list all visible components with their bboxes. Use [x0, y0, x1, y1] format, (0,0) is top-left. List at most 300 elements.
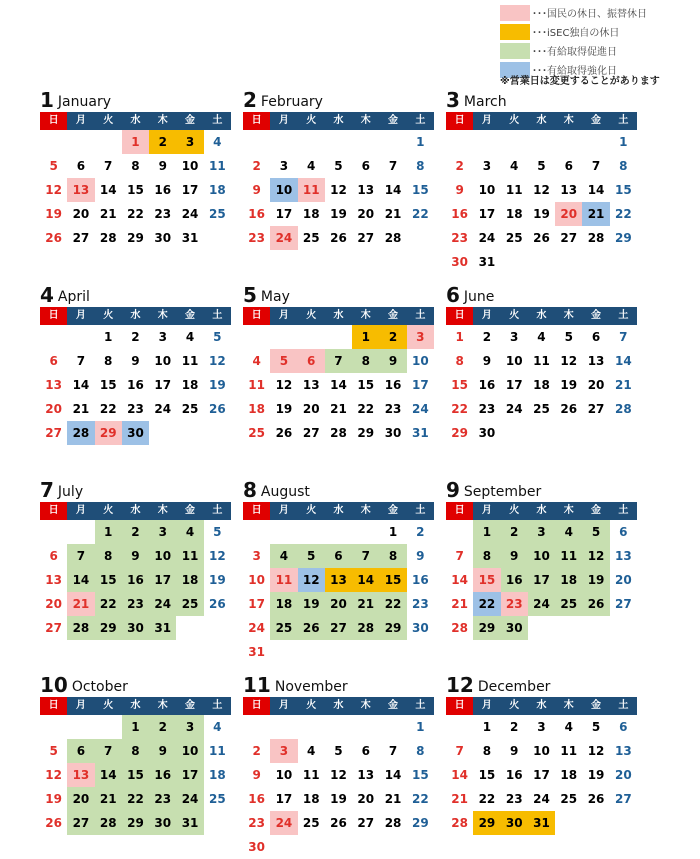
weekday-header: [446, 112, 637, 130]
day-cell: 9: [252, 768, 261, 782]
day-cell: 17: [505, 378, 523, 392]
month-title: [243, 283, 434, 305]
month-name: October: [71, 679, 128, 695]
month-november: [243, 673, 434, 859]
day-cell: 8: [122, 739, 149, 763]
day-cell: 6: [325, 544, 352, 568]
day-cell: 26: [45, 816, 62, 830]
day-cell: 7: [455, 744, 464, 758]
day-cell: 15: [473, 568, 500, 592]
day-cell: 29: [95, 421, 122, 445]
week-row: [446, 763, 637, 787]
weekday-label: 火: [509, 505, 520, 516]
day-cell: 10: [176, 739, 203, 763]
weekday-label: 月: [75, 115, 86, 126]
day-cell: 28: [67, 616, 94, 640]
weekday-label: 火: [103, 310, 114, 321]
day-cell: 3: [510, 330, 519, 344]
day-cell: 9: [131, 354, 140, 368]
week-row: [243, 373, 434, 397]
day-cell: 9: [501, 544, 528, 568]
day-cell: 27: [302, 426, 320, 440]
empty-cell: [528, 250, 555, 274]
day-cell: 19: [587, 768, 605, 782]
week-row: [40, 787, 231, 811]
weekday-label: 月: [278, 115, 289, 126]
legend-label: ･･･有給取得強化日: [532, 66, 617, 77]
day-cell: 13: [67, 178, 94, 202]
day-cell: 26: [330, 231, 347, 245]
empty-cell: [298, 715, 325, 739]
week-row: [40, 739, 231, 763]
week-row: [243, 544, 434, 568]
day-cell: 15: [95, 568, 122, 592]
day-cell: 8: [416, 159, 425, 173]
week-row: [243, 397, 434, 421]
day-cell: 13: [45, 573, 62, 587]
day-cell: 1: [455, 330, 464, 344]
day-cell: 4: [307, 744, 316, 758]
day-cell: 1: [482, 720, 492, 734]
empty-cell: [582, 250, 609, 274]
day-cell: 20: [45, 402, 62, 416]
weekday-label: 月: [278, 505, 289, 516]
day-cell: 6: [591, 330, 601, 344]
day-cell: 12: [45, 183, 62, 197]
empty-cell: [379, 640, 406, 664]
empty-cell: [528, 616, 555, 640]
day-cell: 4: [510, 159, 519, 173]
day-cell: 8: [104, 354, 113, 368]
day-cell: 3: [252, 549, 261, 563]
day-cell: 14: [352, 568, 379, 592]
weekday-label: 木: [360, 505, 371, 516]
weekday-label: 日: [40, 307, 67, 325]
day-cell: 26: [330, 816, 347, 830]
month-title: [243, 88, 434, 110]
empty-cell: [610, 811, 637, 835]
day-cell: 19: [208, 573, 226, 587]
day-cell: 25: [560, 792, 578, 806]
month-name: March: [463, 94, 507, 110]
day-cell: 27: [560, 231, 578, 245]
empty-cell: [582, 616, 609, 640]
day-cell: 5: [564, 330, 573, 344]
day-cell: 8: [455, 354, 464, 368]
day-cell: 20: [614, 573, 632, 587]
empty-cell: [473, 130, 500, 154]
day-cell: 1: [473, 520, 500, 544]
weekday-label: 木: [157, 505, 168, 516]
day-cell: 24: [533, 792, 550, 806]
day-cell: 3: [176, 715, 203, 739]
day-cell: 31: [181, 231, 199, 245]
day-cell: 19: [582, 568, 609, 592]
empty-cell: [204, 226, 231, 250]
day-cell: 4: [252, 354, 261, 368]
month-number: 2: [243, 88, 257, 112]
empty-cell: [528, 130, 555, 154]
day-cell: 3: [149, 520, 176, 544]
day-cell: 26: [587, 792, 605, 806]
day-cell: 16: [478, 378, 496, 392]
day-cell: 1: [122, 715, 149, 739]
day-cell: 4: [537, 330, 546, 344]
day-cell: 5: [49, 159, 58, 173]
empty-cell: [298, 325, 325, 349]
day-cell: 31: [176, 811, 203, 835]
day-cell: 18: [248, 402, 265, 416]
month-name: September: [463, 484, 542, 500]
empty-cell: [67, 325, 94, 349]
day-cell: 20: [45, 597, 62, 611]
month-name: April: [57, 289, 90, 305]
day-cell: 28: [614, 402, 632, 416]
day-cell: 21: [384, 207, 402, 221]
day-cell: 10: [181, 159, 199, 173]
day-cell: 30: [122, 421, 149, 445]
day-cell: 10: [533, 744, 550, 758]
day-cell: 18: [176, 568, 203, 592]
day-cell: 23: [122, 592, 149, 616]
weekday-label: 日: [446, 502, 473, 520]
month-number: 6: [446, 283, 460, 307]
legend-item-holiday: [500, 4, 696, 21]
day-cell: 7: [95, 739, 122, 763]
day-cell: 6: [619, 525, 628, 539]
empty-cell: [379, 130, 406, 154]
weekday-header: [243, 112, 434, 130]
day-cell: 20: [555, 202, 582, 226]
weekday-label: 月: [481, 115, 492, 126]
day-cell: 28: [451, 816, 468, 830]
day-cell: 25: [208, 792, 226, 806]
week-row: [446, 349, 637, 373]
day-cell: 8: [473, 544, 500, 568]
month-name: July: [57, 484, 84, 500]
day-cell: 30: [122, 616, 149, 640]
day-cell: 16: [127, 378, 144, 392]
day-cell: 22: [451, 402, 468, 416]
weekday-label: 火: [306, 700, 317, 711]
month-july: [40, 478, 231, 640]
day-cell: 2: [455, 159, 464, 173]
day-cell: 25: [248, 426, 265, 440]
week-row: [243, 202, 434, 226]
day-cell: 15: [411, 183, 429, 197]
weekday-label: 火: [306, 115, 317, 126]
day-cell: 5: [270, 349, 297, 373]
day-cell: 11: [533, 354, 550, 368]
weekday-label: 火: [306, 310, 317, 321]
week-row: [446, 520, 637, 544]
week-row: [446, 178, 637, 202]
weekday-label: 金: [388, 700, 399, 711]
weekday-label: 土: [212, 115, 223, 126]
empty-cell: [446, 715, 473, 739]
day-cell: 26: [275, 426, 293, 440]
month-title: [446, 283, 637, 305]
day-cell: 28: [95, 811, 122, 835]
day-cell: 2: [131, 330, 140, 344]
day-cell: 25: [505, 231, 523, 245]
week-row: [40, 226, 231, 250]
empty-cell: [325, 835, 352, 859]
weekday-label: 水: [536, 700, 547, 711]
day-cell: 3: [270, 739, 297, 763]
weekday-label: 日: [243, 697, 270, 715]
month-january: [40, 88, 231, 250]
empty-cell: [325, 325, 352, 349]
weekday-label: 日: [40, 502, 67, 520]
day-cell: 24: [181, 207, 199, 221]
weekday-label: 土: [415, 505, 426, 516]
weekday-header: [40, 697, 231, 715]
day-cell: 8: [352, 349, 379, 373]
week-row: [446, 397, 637, 421]
day-cell: 22: [99, 402, 117, 416]
empty-cell: [149, 421, 176, 445]
day-cell: 24: [528, 592, 555, 616]
week-row: [243, 520, 434, 544]
week-row: [40, 373, 231, 397]
day-cell: 1: [416, 135, 425, 149]
day-cell: 30: [248, 840, 265, 854]
week-row: [446, 544, 637, 568]
day-cell: 20: [302, 402, 320, 416]
week-row: [446, 202, 637, 226]
day-cell: 3: [528, 520, 555, 544]
day-cell: 23: [127, 402, 144, 416]
weekday-label: 火: [509, 310, 520, 321]
day-cell: 26: [582, 592, 609, 616]
day-cell: 23: [505, 792, 523, 806]
month-title: [243, 478, 434, 500]
day-cell: 28: [384, 231, 402, 245]
week-row: [40, 130, 231, 154]
empty-cell: [243, 325, 270, 349]
day-cell: 27: [614, 597, 632, 611]
empty-cell: [446, 130, 473, 154]
day-cell: 23: [411, 597, 429, 611]
month-title: [446, 478, 637, 500]
weekday-label: 土: [212, 310, 223, 321]
day-cell: 29: [357, 426, 375, 440]
day-cell: 11: [555, 544, 582, 568]
legend-swatch-promotion: [500, 43, 530, 59]
day-cell: 4: [307, 159, 316, 173]
day-cell: 20: [325, 592, 352, 616]
day-cell: 9: [379, 349, 406, 373]
day-cell: 8: [619, 159, 628, 173]
weekday-label: 土: [618, 310, 629, 321]
empty-cell: [243, 715, 270, 739]
empty-cell: [270, 835, 297, 859]
empty-cell: [582, 811, 609, 835]
empty-cell: [446, 520, 473, 544]
day-cell: 31: [149, 616, 176, 640]
day-cell: 22: [411, 792, 429, 806]
empty-cell: [555, 616, 582, 640]
day-cell: 9: [510, 744, 519, 758]
day-cell: 20: [357, 207, 375, 221]
weekday-label: 水: [333, 700, 344, 711]
day-cell: 12: [587, 744, 605, 758]
day-cell: 30: [501, 616, 528, 640]
day-cell: 10: [275, 768, 293, 782]
day-cell: 15: [127, 183, 144, 197]
empty-cell: [204, 616, 231, 640]
empty-cell: [270, 640, 297, 664]
empty-cell: [325, 715, 352, 739]
weekday-label: 木: [563, 115, 574, 126]
day-cell: 12: [45, 768, 62, 782]
legend-note: ※営業日は変更することがあります: [500, 76, 660, 87]
day-cell: 2: [149, 130, 176, 154]
day-cell: 6: [49, 354, 58, 368]
weekday-label: 日: [40, 112, 67, 130]
day-cell: 16: [384, 378, 402, 392]
day-cell: 15: [122, 763, 149, 787]
weekday-label: 土: [618, 700, 629, 711]
day-cell: 30: [411, 621, 429, 635]
month-number: 3: [446, 88, 460, 112]
weekday-label: 木: [360, 310, 371, 321]
day-cell: 23: [451, 231, 468, 245]
week-row: [446, 130, 637, 154]
day-cell: 15: [411, 768, 429, 782]
day-cell: 26: [45, 231, 62, 245]
week-row: [243, 568, 434, 592]
day-cell: 25: [208, 207, 226, 221]
day-cell: 19: [45, 207, 62, 221]
day-cell: 21: [99, 207, 117, 221]
month-name: November: [274, 679, 348, 695]
day-cell: 14: [67, 568, 94, 592]
day-cell: 22: [379, 592, 406, 616]
weekday-label: 金: [185, 310, 196, 321]
day-cell: 7: [619, 330, 628, 344]
day-cell: 30: [384, 426, 402, 440]
day-cell: 3: [407, 325, 434, 349]
week-row: [243, 640, 434, 664]
day-cell: 15: [451, 378, 468, 392]
day-cell: 29: [122, 811, 149, 835]
weekday-label: 日: [243, 307, 270, 325]
day-cell: 26: [208, 402, 226, 416]
day-cell: 9: [416, 549, 425, 563]
day-cell: 25: [181, 402, 199, 416]
day-cell: 14: [384, 768, 402, 782]
month-title: [243, 673, 434, 695]
day-cell: 16: [248, 207, 265, 221]
week-row: [243, 592, 434, 616]
day-cell: 17: [533, 768, 550, 782]
month-october: [40, 673, 231, 835]
weekday-header: [40, 307, 231, 325]
legend: [500, 4, 696, 80]
day-cell: 6: [49, 549, 58, 563]
day-cell: 25: [533, 402, 550, 416]
week-row: [40, 592, 231, 616]
day-cell: 9: [158, 159, 167, 173]
weekday-label: 月: [481, 700, 492, 711]
day-cell: 19: [298, 592, 325, 616]
empty-cell: [67, 130, 94, 154]
day-cell: 1: [352, 325, 379, 349]
day-cell: 11: [302, 768, 320, 782]
empty-cell: [352, 640, 379, 664]
day-cell: 26: [533, 231, 550, 245]
weekday-label: 火: [509, 115, 520, 126]
day-cell: 7: [388, 159, 398, 173]
day-cell: 12: [582, 544, 609, 568]
day-cell: 18: [270, 592, 297, 616]
week-row: [40, 715, 231, 739]
day-cell: 18: [555, 568, 582, 592]
legend-swatch-holiday: [500, 5, 530, 21]
day-cell: 20: [67, 787, 94, 811]
day-cell: 16: [505, 768, 523, 782]
month-title: [40, 88, 231, 110]
day-cell: 18: [505, 207, 523, 221]
day-cell: 10: [248, 573, 265, 587]
day-cell: 9: [149, 739, 176, 763]
day-cell: 17: [176, 763, 203, 787]
empty-cell: [352, 715, 379, 739]
day-cell: 26: [208, 597, 226, 611]
day-cell: 18: [302, 792, 320, 806]
day-cell: 24: [176, 787, 203, 811]
week-row: [446, 568, 637, 592]
day-cell: 2: [122, 520, 149, 544]
month-february: [243, 88, 434, 250]
week-row: [40, 811, 231, 835]
empty-cell: [40, 520, 67, 544]
day-cell: 2: [379, 325, 406, 349]
day-cell: 1: [388, 525, 398, 539]
day-cell: 14: [99, 183, 117, 197]
empty-cell: [555, 250, 582, 274]
day-cell: 8: [379, 544, 406, 568]
week-row: [446, 592, 637, 616]
day-cell: 18: [302, 207, 320, 221]
day-cell: 27: [45, 426, 62, 440]
day-cell: 13: [45, 378, 62, 392]
weekday-label: 木: [563, 700, 574, 711]
day-cell: 24: [411, 402, 429, 416]
empty-cell: [298, 130, 325, 154]
empty-cell: [379, 835, 406, 859]
day-cell: 30: [149, 811, 176, 835]
weekday-label: 水: [130, 310, 141, 321]
empty-cell: [325, 520, 352, 544]
day-cell: 31: [478, 255, 496, 269]
day-cell: 27: [325, 616, 352, 640]
day-cell: 24: [270, 226, 297, 250]
legend-item-promotion: [500, 42, 696, 59]
day-cell: 25: [270, 616, 297, 640]
day-cell: 14: [384, 183, 402, 197]
week-row: [243, 130, 434, 154]
month-number: 7: [40, 478, 54, 502]
month-march: [446, 88, 637, 274]
day-cell: 3: [482, 159, 492, 173]
week-row: [40, 616, 231, 640]
day-cell: 21: [72, 402, 90, 416]
month-may: [243, 283, 434, 445]
day-cell: 16: [122, 568, 149, 592]
